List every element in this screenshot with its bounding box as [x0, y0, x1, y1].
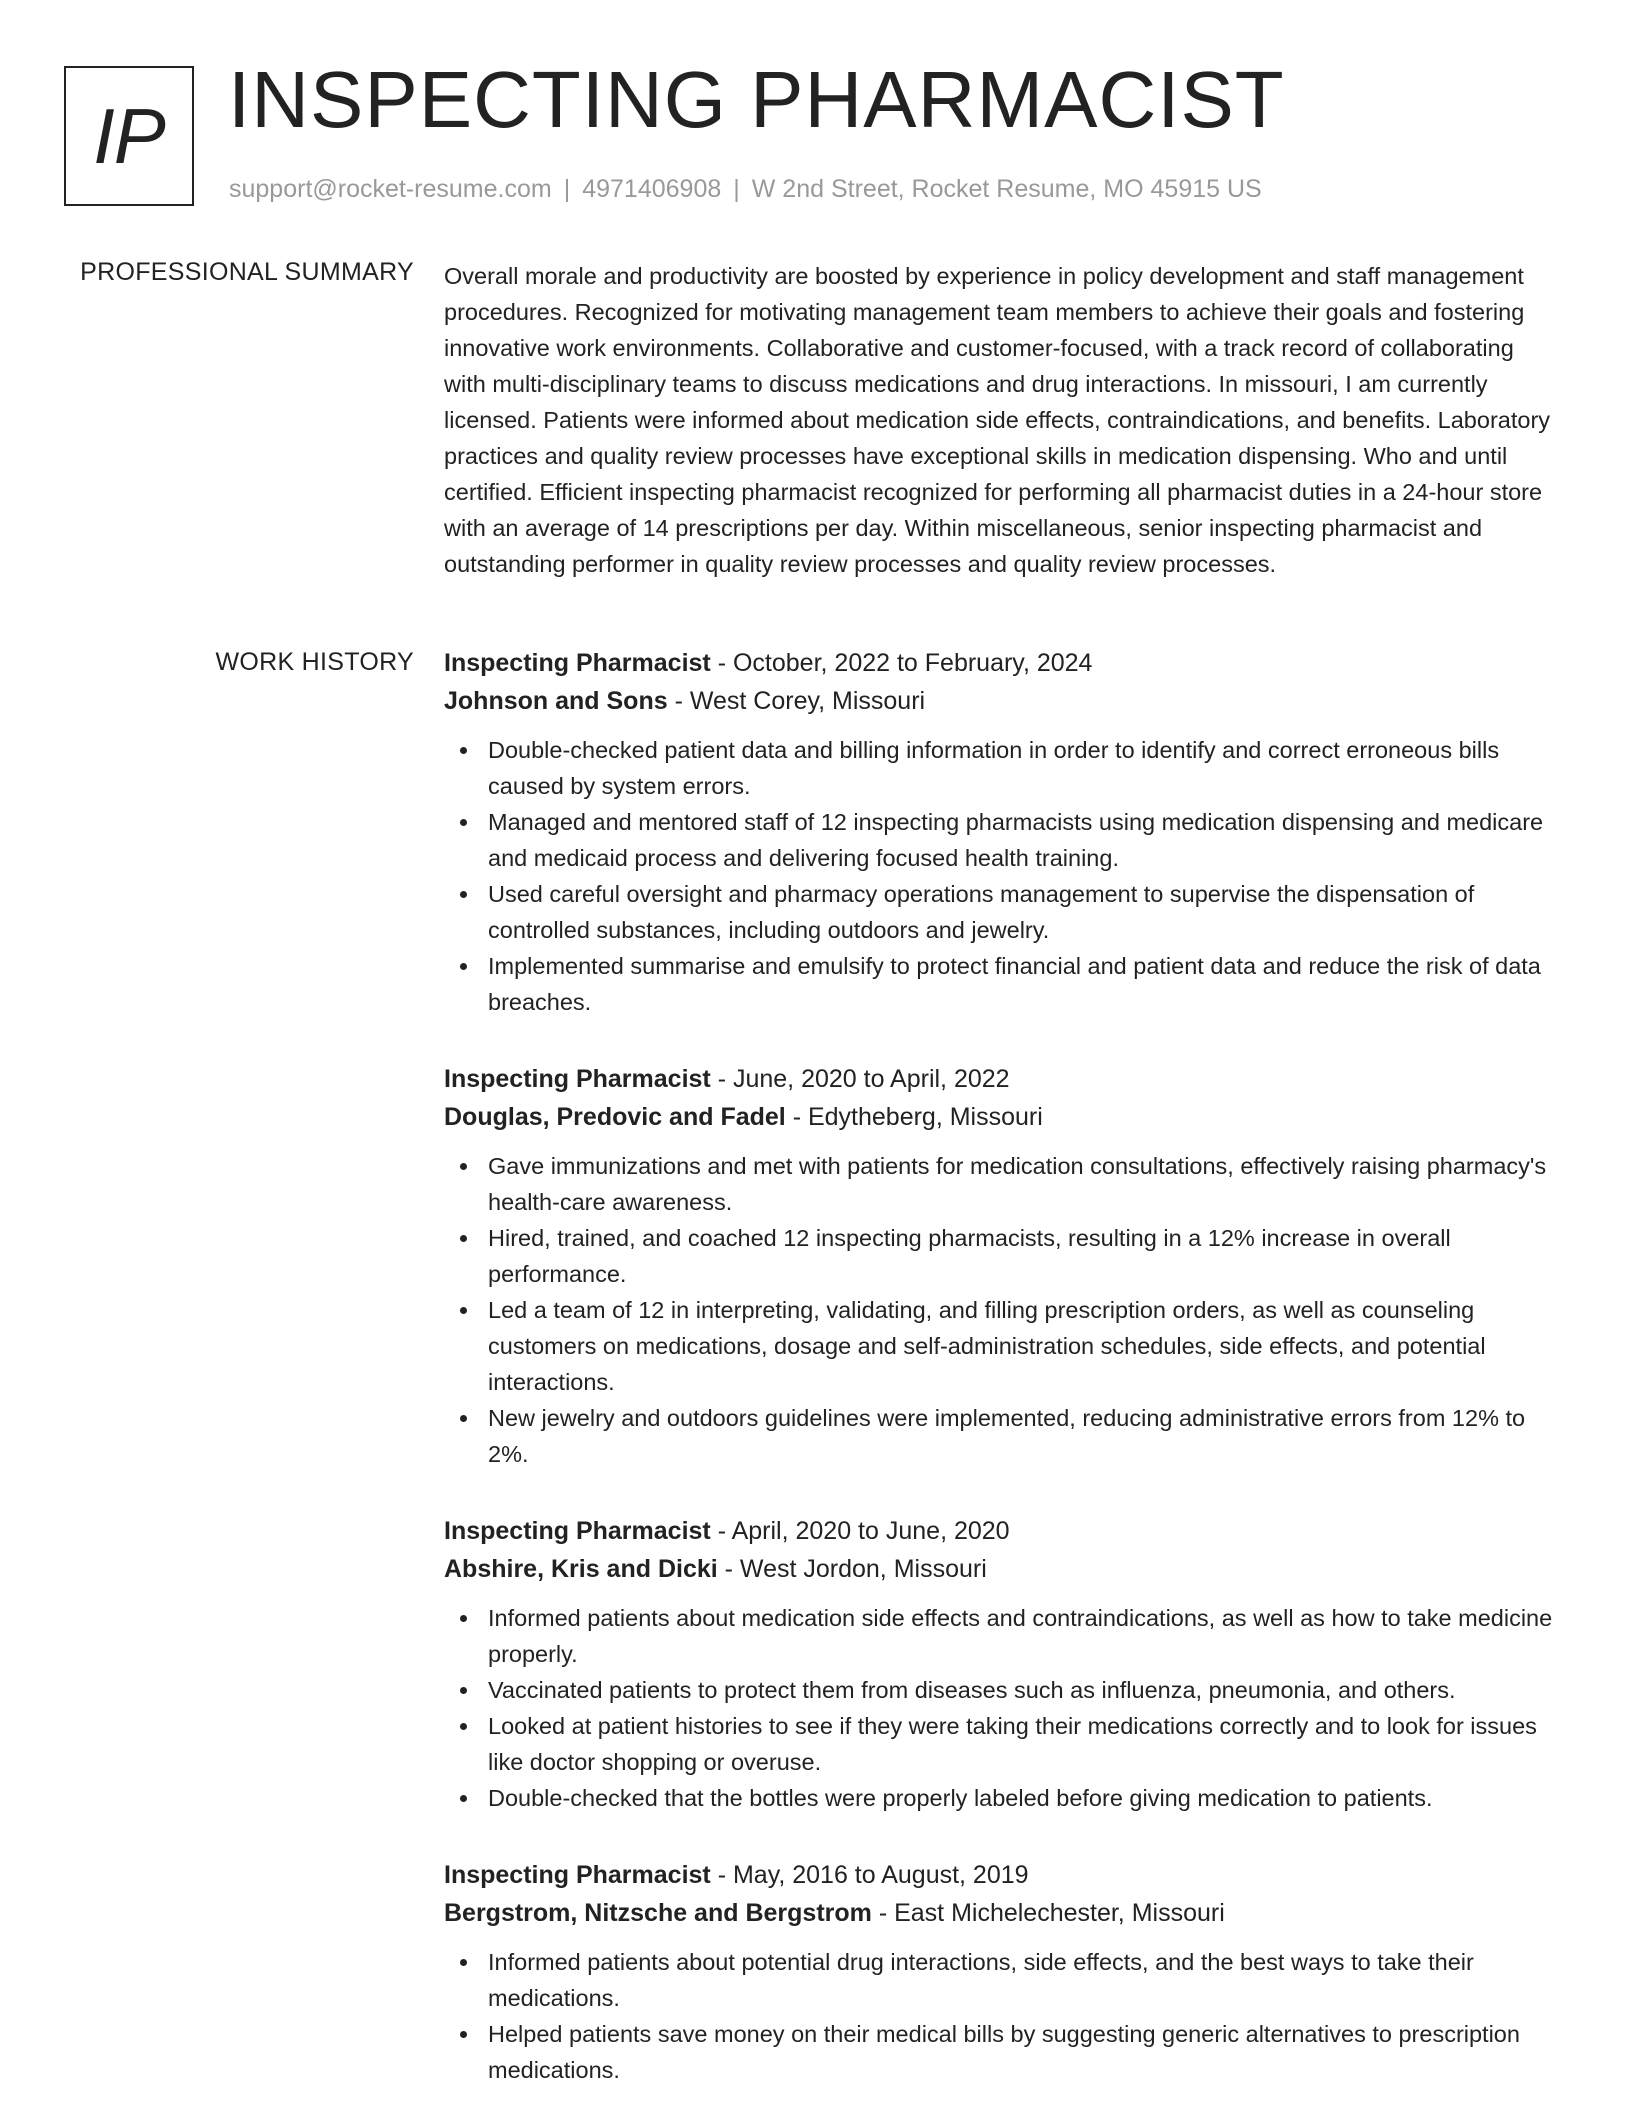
- contact-separator: |: [563, 175, 571, 203]
- job-bullets: [444, 732, 1559, 1020]
- job-dash: -: [710, 649, 733, 677]
- job-bullet: Vaccinated patients to protect them from diseases such as influenza, pneumonia, and others.: [444, 1672, 1559, 1708]
- job-bullet: Hired, trained, and coached 12 inspecting pharmacists, resulting in a 12% increase in overall performance.: [444, 1220, 1559, 1292]
- job-bullet: Informed patients about potential drug interactions, side effects, and the best ways to take their medications.: [444, 1944, 1559, 2016]
- job-bullet: Double-checked patient data and billing information in order to identify and correct erroneous bills caused by system errors.: [444, 732, 1559, 804]
- job-bullets: [444, 1600, 1559, 1816]
- job-bullets: [444, 1148, 1559, 1472]
- contact-address: W 2nd Street, Rocket Resume, MO 45915 US: [751, 175, 1262, 203]
- candidate-name: INSPECTING PHARMACIST: [228, 55, 1285, 144]
- job-bullet: Managed and mentored staff of 12 inspecting pharmacists using medication dispensing and medicare and medicaid process and delivering focused health training.: [444, 804, 1559, 876]
- contact-separator: |: [733, 175, 740, 203]
- job-title-line: [444, 1512, 1559, 1550]
- job-bullet: Gave immunizations and met with patients for medication consultations, effectively raising pharmacy's health-care awareness.: [444, 1148, 1559, 1220]
- work-history-body: [444, 644, 1559, 2128]
- contact-line: [229, 175, 1262, 204]
- job-bullet: New jewelry and outdoors guidelines were implemented, reducing administrative errors from 12% to 2%.: [444, 1400, 1559, 1472]
- job-bullet: Informed patients about medication side effects and contraindications, as well as how to take medicine properly.: [444, 1600, 1559, 1672]
- job-dash: -: [710, 1861, 733, 1889]
- job-entry: [444, 644, 1559, 1020]
- work-history-label: WORK HISTORY: [215, 648, 414, 676]
- job-title-line: [444, 1060, 1559, 1098]
- job-dash: -: [717, 1555, 740, 1583]
- monogram-box: [64, 66, 194, 206]
- job-bullet: Led a team of 12 in interpreting, validating, and filling prescription orders, as well as counseling customers on medications, dosage and self-administration schedules, side effects, and potential interactions.: [444, 1292, 1559, 1400]
- job-location: West Corey, Missouri: [689, 687, 926, 715]
- job-entry: [444, 1856, 1559, 2088]
- job-company: Abshire, Kris and Dicki: [444, 1555, 718, 1583]
- job-company-line: [444, 1894, 1559, 1932]
- job-bullet: Looked at patient histories to see if they were taking their medications correctly and to look for issues like doctor shopping or overuse.: [444, 1708, 1559, 1780]
- job-title: Inspecting Pharmacist: [444, 1517, 711, 1545]
- job-bullet: Implemented summarise and emulsify to protect financial and patient data and reduce the risk of data breaches.: [444, 948, 1559, 1020]
- contact-email: support@rocket-resume.com: [229, 175, 552, 203]
- job-bullet: Used careful oversight and pharmacy operations management to supervise the dispensation of controlled substances, including outdoors and jewelry.: [444, 876, 1559, 948]
- job-dates: April, 2020 to June, 2020: [731, 1517, 1010, 1545]
- job-entry: [444, 1060, 1559, 1472]
- contact-phone: 4971406908: [582, 175, 722, 203]
- job-dates: May, 2016 to August, 2019: [732, 1861, 1029, 1889]
- job-dash: -: [667, 687, 690, 715]
- job-dates: June, 2020 to April, 2022: [732, 1065, 1010, 1093]
- job-bullet: Helped patients save money on their medical bills by suggesting generic alternatives to prescription medications.: [444, 2016, 1559, 2088]
- job-dash: -: [710, 1517, 732, 1545]
- job-bullet: Double-checked that the bottles were properly labeled before giving medication to patients.: [444, 1780, 1559, 1816]
- job-location: East Michelechester, Missouri: [894, 1899, 1225, 1927]
- job-bullets: [444, 1944, 1559, 2088]
- summary-text: Overall morale and productivity are boosted by experience in policy development and staff management procedures. Recognized for motivating management team members to achieve their goals and fostering innovative work environments. Collaborative and customer-focused, with a track record of collaborating with multi-disciplinary teams to discuss medications and drug interactions. In missouri, I am currently licensed. Patients were informed about medication side effects, contraindications, and benefits. Laboratory practices and quality review processes have exceptional skills in medication dispensing. Who and until certified. Efficient inspecting pharmacist recognized for performing all pharmacist duties in a 24-hour store with an average of 14 prescriptions per day. Within miscellaneous, senior inspecting pharmacist and outstanding performer in quality review processes and quality review processes.: [444, 263, 1551, 577]
- job-title-line: [444, 644, 1559, 682]
- job-company: Bergstrom, Nitzsche and Bergstrom: [444, 1899, 872, 1927]
- job-company: Douglas, Predovic and Fadel: [444, 1103, 786, 1131]
- job-company: Johnson and Sons: [444, 687, 668, 715]
- job-location: West Jordon, Missouri: [739, 1555, 987, 1583]
- monogram-initials: IP: [93, 91, 165, 180]
- job-company-line: [444, 1550, 1559, 1588]
- summary-body: [444, 258, 1559, 582]
- job-title: Inspecting Pharmacist: [444, 1065, 711, 1093]
- job-title: Inspecting Pharmacist: [444, 1861, 711, 1889]
- job-dash: -: [785, 1103, 808, 1131]
- job-company-line: [444, 682, 1559, 720]
- job-title-line: [444, 1856, 1559, 1894]
- job-dates: October, 2022 to February, 2024: [732, 649, 1093, 677]
- job-entry: [444, 1512, 1559, 1816]
- job-dash: -: [871, 1899, 895, 1927]
- summary-label: PROFESSIONAL SUMMARY: [80, 258, 414, 286]
- job-dash: -: [710, 1065, 733, 1093]
- job-location: Edytheberg, Missouri: [807, 1103, 1043, 1131]
- job-company-line: [444, 1098, 1559, 1136]
- job-title: Inspecting Pharmacist: [444, 649, 711, 677]
